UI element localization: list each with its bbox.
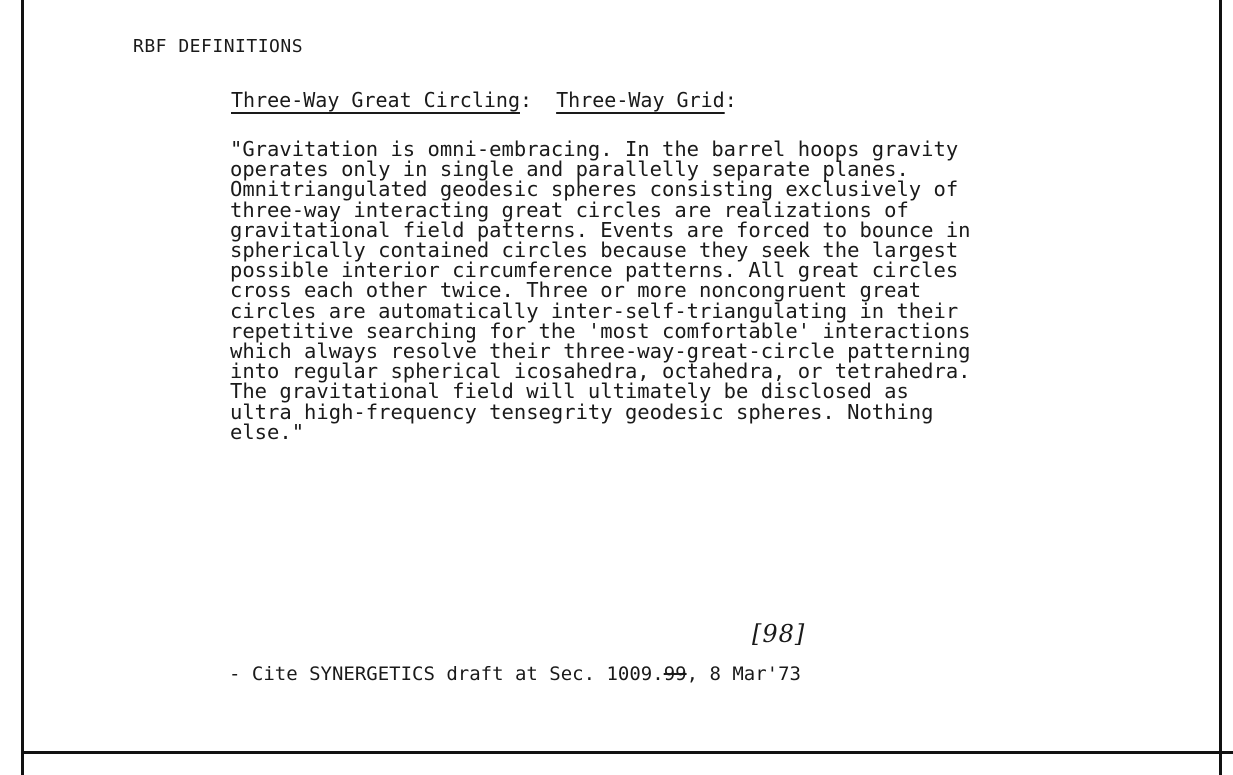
card-border-left [21,0,24,775]
quote-line: three-way interacting great circles are realizations of [230,197,909,222]
handwritten-page-number: [98] [752,620,806,648]
quote-body [230,139,1110,442]
quote-line: possible interior circumference patterns. All great circles [230,258,959,283]
card-border-right [1219,0,1222,775]
quote-line: into regular spherical icosahedra, octahedra, or tetrahedra. [230,359,971,384]
card-heading: RBF DEFINITIONS [133,36,304,57]
quote-line: cross each other twice. Three or more noncongruent great [230,278,922,303]
entry-title [231,88,737,112]
title-end: : [724,88,737,112]
quote-line: else." [230,419,305,444]
quote-line: which always resolve their three-way-great-circle patterning [230,339,971,364]
quote-line: "Gravitation is omni-embracing. In the barrel hoops gravity [230,137,959,161]
cite-suffix: , 8 Mar'73 [686,663,801,685]
title-right: Three-Way Grid [556,88,725,112]
card-border-bottom [21,751,1233,754]
quote-line: operates only in single and parallelly separate planes. [230,157,909,182]
quote-line: The gravitational field will ultimately be disclosed as [230,379,909,404]
cite-prefix: - Cite SYNERGETICS draft at Sec. 1009. [229,663,664,685]
title-separator: : [519,88,533,112]
quote-line: Omnitriangulated geodesic spheres consisting exclusively of [230,177,959,202]
quote-line: gravitational field patterns. Events are forced to bounce in [230,217,971,242]
cite-struck-number: 99 [663,663,687,685]
quote-line: circles are automatically inter-self-triangulating in their [230,298,959,323]
citation [229,663,801,685]
quote-line: repetitive searching for the 'most comfortable' interactions [230,318,971,343]
quote-line: spherically contained circles because they seek the largest [230,238,959,263]
title-left: Three-Way Great Circling [231,88,520,112]
quote-line: ultra high-frequency tensegrity geodesic spheres. Nothing [230,399,934,424]
